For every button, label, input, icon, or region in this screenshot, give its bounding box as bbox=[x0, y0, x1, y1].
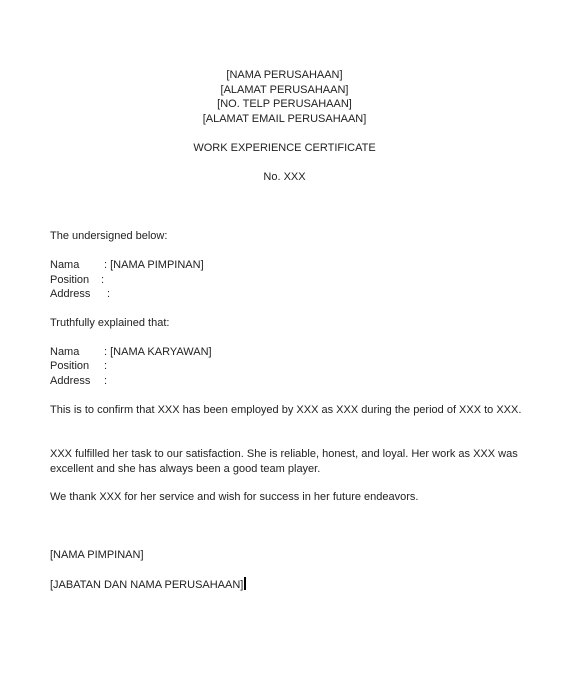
signer-position-row bbox=[50, 273, 104, 287]
employee-position-value: : bbox=[104, 360, 108, 372]
signature-position-row bbox=[50, 577, 246, 592]
employee-intro: Truthfully explained that: bbox=[50, 317, 170, 329]
employee-position-label: Position bbox=[50, 360, 90, 372]
signer-intro: The undersigned below: bbox=[50, 230, 168, 242]
employee-name-label: Nama bbox=[50, 346, 80, 358]
signer-address-row bbox=[50, 287, 110, 301]
employee-address-row bbox=[50, 374, 107, 388]
certificate-title: WORK EXPERIENCE CERTIFICATE bbox=[193, 142, 376, 154]
employee-address-label: Address bbox=[50, 375, 91, 387]
signer-address-value: : bbox=[107, 288, 111, 300]
signer-name-label: Nama bbox=[50, 259, 80, 271]
signer-name-row bbox=[50, 258, 204, 272]
certificate-number: No. XXX bbox=[263, 171, 306, 183]
employee-name-row bbox=[50, 345, 212, 359]
signature-position-company: [JABATAN DAN NAMA PERUSAHAAN] bbox=[50, 579, 244, 591]
signer-position-value: : bbox=[101, 274, 105, 286]
employee-name-value: : [NAMA KARYAWAN] bbox=[104, 346, 212, 358]
signature-name: [NAMA PIMPINAN] bbox=[50, 549, 144, 561]
company-name: [NAMA PERUSAHAAN] bbox=[226, 69, 343, 81]
signer-position-label: Position bbox=[50, 274, 90, 286]
thanks-paragraph: We thank XXX for her service and wish for success in her future endeavors. bbox=[50, 491, 419, 503]
employee-position-row bbox=[50, 359, 107, 373]
signer-address-label: Address bbox=[50, 288, 91, 300]
company-email: [ALAMAT EMAIL PERUSAHAAN] bbox=[202, 113, 367, 125]
text-cursor bbox=[244, 577, 246, 590]
company-phone: [NO. TELP PERUSAHAAN] bbox=[217, 98, 352, 110]
company-address: [ALAMAT PERUSAHAAN] bbox=[220, 84, 349, 96]
signer-name-value: : [NAMA PIMPINAN] bbox=[104, 259, 204, 271]
employee-address-value: : bbox=[104, 375, 108, 387]
performance-paragraph: XXX fulfilled her task to our satisfaction. She is reliable, honest, and loyal. Her work as XXX was excellent and she has always been a good team player. bbox=[50, 448, 518, 475]
employment-confirmation-paragraph: This is to confirm that XXX has been employed by XXX as XXX during the period of XXX to XXX. bbox=[50, 404, 522, 416]
